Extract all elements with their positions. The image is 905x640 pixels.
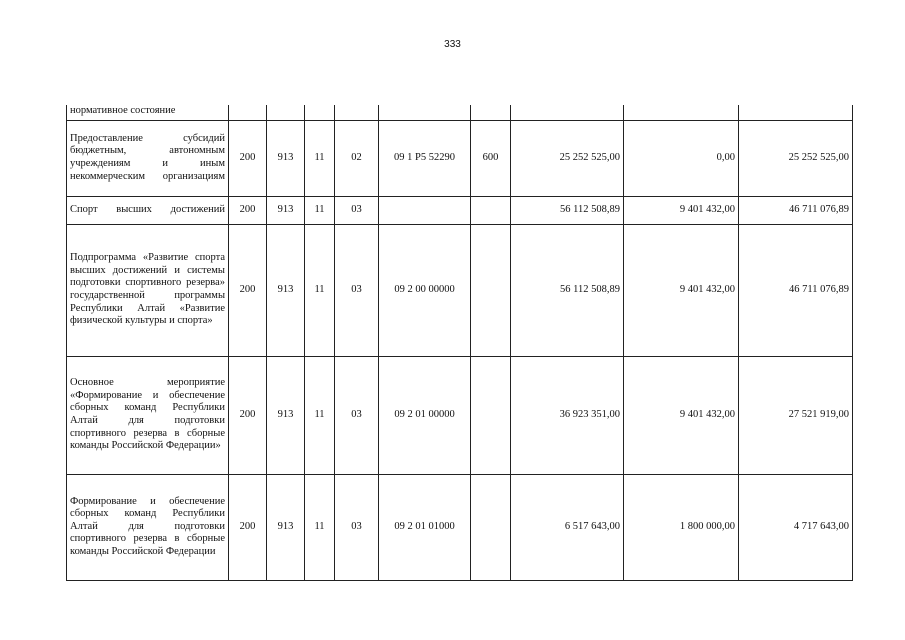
cell-total <box>739 105 853 120</box>
cell-sum <box>511 105 624 120</box>
cell-vr <box>471 474 511 580</box>
table-row <box>67 105 853 120</box>
cell-vr <box>471 224 511 356</box>
cell-sum: 25 252 525,00 <box>511 120 624 196</box>
cell-total: 46 711 076,89 <box>739 196 853 224</box>
cell-vr: 600 <box>471 120 511 196</box>
row-name: Спорт высших достижений <box>67 196 229 224</box>
cell-code: 09 2 00 00000 <box>379 224 471 356</box>
cell-vr <box>471 196 511 224</box>
cell-subsection: 11 <box>305 224 335 356</box>
cell-change: 9 401 432,00 <box>624 224 739 356</box>
cell-subsection: 11 <box>305 356 335 474</box>
row-name: нормативное состояние <box>67 105 229 120</box>
cell-sum: 56 112 508,89 <box>511 224 624 356</box>
cell-program <box>335 105 379 120</box>
cell-ved <box>229 105 267 120</box>
cell-program: 02 <box>335 120 379 196</box>
row-name: Подпрограмма «Развитие спорта высших достижений и системы подготовки спортивного резерва» государственной программы Республики Алтай «Развитие физической культуры и спорта» <box>67 224 229 356</box>
cell-change <box>624 105 739 120</box>
row-name: Предоставление субсидий бюджетным, автономным учреждениям и иным некоммерческим организациям <box>67 120 229 196</box>
cell-program: 03 <box>335 474 379 580</box>
table-row <box>67 196 853 224</box>
cell-sum: 56 112 508,89 <box>511 196 624 224</box>
cell-ved: 200 <box>229 356 267 474</box>
cell-total: 25 252 525,00 <box>739 120 853 196</box>
cell-code: 09 1 P5 52290 <box>379 120 471 196</box>
cell-section <box>267 105 305 120</box>
table-row <box>67 356 853 474</box>
cell-total: 27 521 919,00 <box>739 356 853 474</box>
table-row <box>67 224 853 356</box>
cell-section: 913 <box>267 474 305 580</box>
cell-total: 4 717 643,00 <box>739 474 853 580</box>
cell-code: 09 2 01 01000 <box>379 474 471 580</box>
cell-code: 09 2 01 00000 <box>379 356 471 474</box>
cell-program: 03 <box>335 196 379 224</box>
cell-code <box>379 105 471 120</box>
cell-ved: 200 <box>229 196 267 224</box>
cell-code <box>379 196 471 224</box>
cell-change: 1 800 000,00 <box>624 474 739 580</box>
cell-section: 913 <box>267 224 305 356</box>
row-name: Основное мероприятие «Формирование и обеспечение сборных команд Республики Алтай для подготовки спортивного резерва в сборные команды Российской Федерации» <box>67 356 229 474</box>
cell-subsection: 11 <box>305 196 335 224</box>
cell-vr <box>471 356 511 474</box>
cell-section: 913 <box>267 356 305 474</box>
table-row <box>67 474 853 580</box>
cell-program: 03 <box>335 224 379 356</box>
cell-change: 9 401 432,00 <box>624 356 739 474</box>
cell-sum: 36 923 351,00 <box>511 356 624 474</box>
cell-change: 9 401 432,00 <box>624 196 739 224</box>
cell-ved: 200 <box>229 474 267 580</box>
cell-program: 03 <box>335 356 379 474</box>
budget-table <box>66 105 853 581</box>
cell-ved: 200 <box>229 224 267 356</box>
cell-vr <box>471 105 511 120</box>
cell-subsection <box>305 105 335 120</box>
row-name: Формирование и обеспечение сборных команд Республики Алтай для подготовки спортивного резерва в сборные команды Российской Федерации <box>67 474 229 580</box>
cell-section: 913 <box>267 120 305 196</box>
page-number: 333 <box>444 39 461 50</box>
cell-sum: 6 517 643,00 <box>511 474 624 580</box>
cell-total: 46 711 076,89 <box>739 224 853 356</box>
table-row <box>67 120 853 196</box>
cell-subsection: 11 <box>305 120 335 196</box>
cell-ved: 200 <box>229 120 267 196</box>
cell-section: 913 <box>267 196 305 224</box>
cell-subsection: 11 <box>305 474 335 580</box>
cell-change: 0,00 <box>624 120 739 196</box>
